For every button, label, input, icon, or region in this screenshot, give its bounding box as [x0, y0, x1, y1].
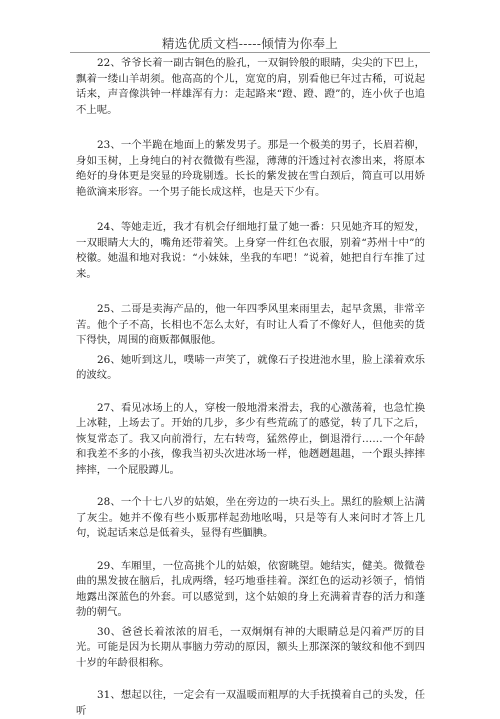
paragraph-23: 23、一个半跪在地面上的紫发男子。那是一个极美的男子，长眉若柳，身如玉树，上身纯白的衬衣微微有些湿，薄薄的汗透过衬衣渗出来，将原本绝好的身体更是突显的玲珑剔透。长长的紫发披在雪白颈后，简直可以用娇艳欲滴来形容。一个男子能长成这样，也是天下少有。: [76, 139, 425, 198]
paragraph-28: 28、一个十七八岁的姑娘，坐在旁边的一块石头上。黑红的脸颊上沾满了灰尘。她并不像有些小贩那样起劲地吆喝，只是等有人来问时才答上几句，说起话来总是低着头，显得有些腼腆。: [76, 496, 425, 539]
header-divider: [70, 52, 430, 53]
paragraph-30: 30、爸爸长着浓浓的眉毛，一双炯炯有神的大眼睛总是闪着严厉的目光。可能是因为长期从事脑力劳动的原因，额头上那深深的皱纹和他不到四十岁的年龄很相称。: [76, 625, 425, 669]
paragraph-26: 26、她听到这儿，噗哧一声笑了，就像石子投进池水里，脸上漾着欢乐的波纹。: [76, 353, 425, 381]
paragraph-29: 29、车厢里，一位高挑个儿的姑娘，依窗眺望。她结实，健美。微微卷曲的黑发披在脑后，扎成两绺，轻巧地垂挂着。深红色的运动衫领子，悄悄地露出深蓝色的外套。可以感觉到，这个姑娘的身上充满着青春的活力和蓬勃的朝气。: [76, 559, 425, 618]
paragraph-31: 31、想起以往，一定会有一双温暖而粗厚的大手抚摸着自己的头发，任听: [76, 689, 425, 717]
document-body: [76, 56, 425, 719]
page-header: 精选优质文档-----倾情为你奉上: [161, 36, 339, 51]
paragraph-24: 24、等她走近，我才有机会仔细地打量了她一番：只见她齐耳的短发，一双眼睛大大的，嘴角还带着笑。上身穿一件红色衣服，别着“苏州十中”的校徽。她温和地对我说：“小妹妹，坐我的车吧！”说着，她把自行车推了过来。: [76, 221, 425, 280]
paragraph-22: 22、爷爷长着一副古铜色的脸孔，一双铜铃般的眼睛，尖尖的下巴上，飘着一缕山羊胡须。他高高的个儿，宽宽的肩，别看他已年过古稀，可说起话来，声音像洪钟一样雄浑有力：走起路来“蹬、蹬、蹬”的，连小伙子也追不上呢。: [76, 57, 425, 116]
paragraph-27: 27、看见冰场上的人，穿梭一般地滑来滑去，我的心激荡着，也急忙换上冰鞋，上场去了。开始的几步，多少有些荒疏了的感觉，转了几下之后，恢复常态了。我又向前滑行，左右转弯，猛然停止，倒退滑行……一个年龄和我差不多的小孩，像我当初头次进冰场一样，他趔趔趄趄，一个跟头摔摔摔摔，一个屁股蹲儿。: [76, 401, 425, 476]
paragraph-25: 25、二哥是卖海产品的，他一年四季风里来雨里去，起早贪黑，非常辛苦。他个子不高，长相也不怎么太好，有时让人看了不像好人，但他卖的货下得快，周围的商贩都佩服他。: [76, 303, 425, 346]
